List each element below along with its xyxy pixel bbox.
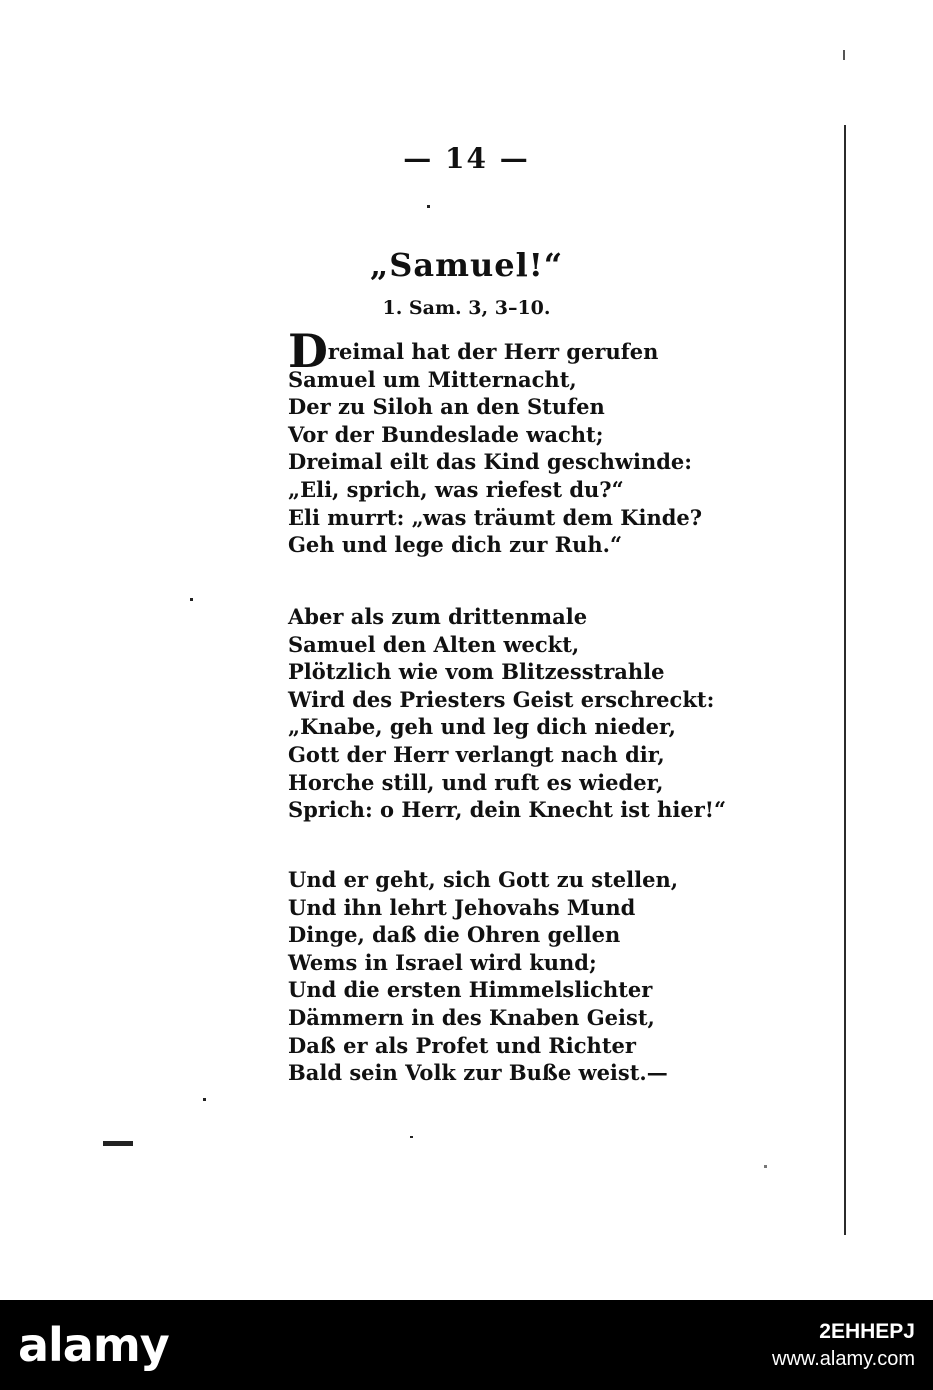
banner-info [772,1320,915,1371]
page-number: — 14 — [403,142,530,175]
poem-line: Daß er als Profet und Richter [288,1032,636,1058]
scan-speck [764,1165,767,1168]
poem-line: „Knabe, geh und leg dich nieder, [288,714,676,740]
stanza-3 [288,866,678,1087]
poem-line: Wird des Priesters Geist erschreckt: [288,686,715,712]
poem-line: Samuel um Mitternacht, [288,366,577,392]
poem-line: Aber als zum drittenmale [288,604,588,629]
poem-title: „Samuel!“ [369,246,564,284]
drop-cap: D [288,324,328,378]
poem-line: Der zu Siloh an den Stufen [288,394,605,420]
scan-speck [203,1098,206,1101]
poem-line: Sprich: o Herr, dein Knecht ist hier!“ [288,797,727,823]
stanza-1 [288,324,703,559]
scan-speck [427,205,430,208]
site-url: www.alamy.com [772,1348,915,1370]
image-id: 2EHHEPJ [819,1320,915,1343]
watermark-banner [0,1300,933,1390]
scan-speck [410,1136,413,1138]
poem-line: Und die ersten Himmelslichter [288,977,653,1003]
poem-line: Dinge, daß die Ohren gellen [288,922,621,948]
poem-line: Vor der Bundeslade wacht; [288,421,604,447]
poem-line: Eli murrt: „was träumt dem Kinde? [288,504,703,530]
poem-line: Horche still, und ruft es wieder, [288,769,664,795]
poem-line [288,324,702,378]
poem-line: Gott der Herr verlangt nach dir, [288,741,665,767]
scan-smudge [103,1141,133,1146]
scan-edge-mark [843,50,845,60]
page-edge-rule [844,125,846,1235]
poem-line: Und ihn lehrt Jehovahs Mund [288,894,636,920]
poem-line: Bald sein Volk zur Buße weist.— [288,1060,668,1086]
poem-line: Dämmern in des Knaben Geist, [288,1004,655,1030]
poem-line: Samuel den Alten weckt, [288,631,580,657]
bible-reference: 1. Sam. 3, 3–10. [382,297,551,319]
poem-line-text: reimal hat der Herr gerufen [327,339,659,364]
poem-line: Geh und lege dich zur Ruh.“ [288,532,623,558]
poem-line: Wems in Israel wird kund; [288,949,597,975]
poem-line: Und er geht, sich Gott zu stellen, [288,867,679,892]
poem-line: „Eli, sprich, was riefest du?“ [288,476,624,502]
scan-speck [190,598,193,601]
brand-logo: alamy [18,1318,169,1372]
poem-line: Dreimal eilt das Kind geschwinde: [288,449,693,475]
poem-line: Plötzlich wie vom Blitzesstrahle [288,659,665,685]
stanza-2 [288,603,726,824]
